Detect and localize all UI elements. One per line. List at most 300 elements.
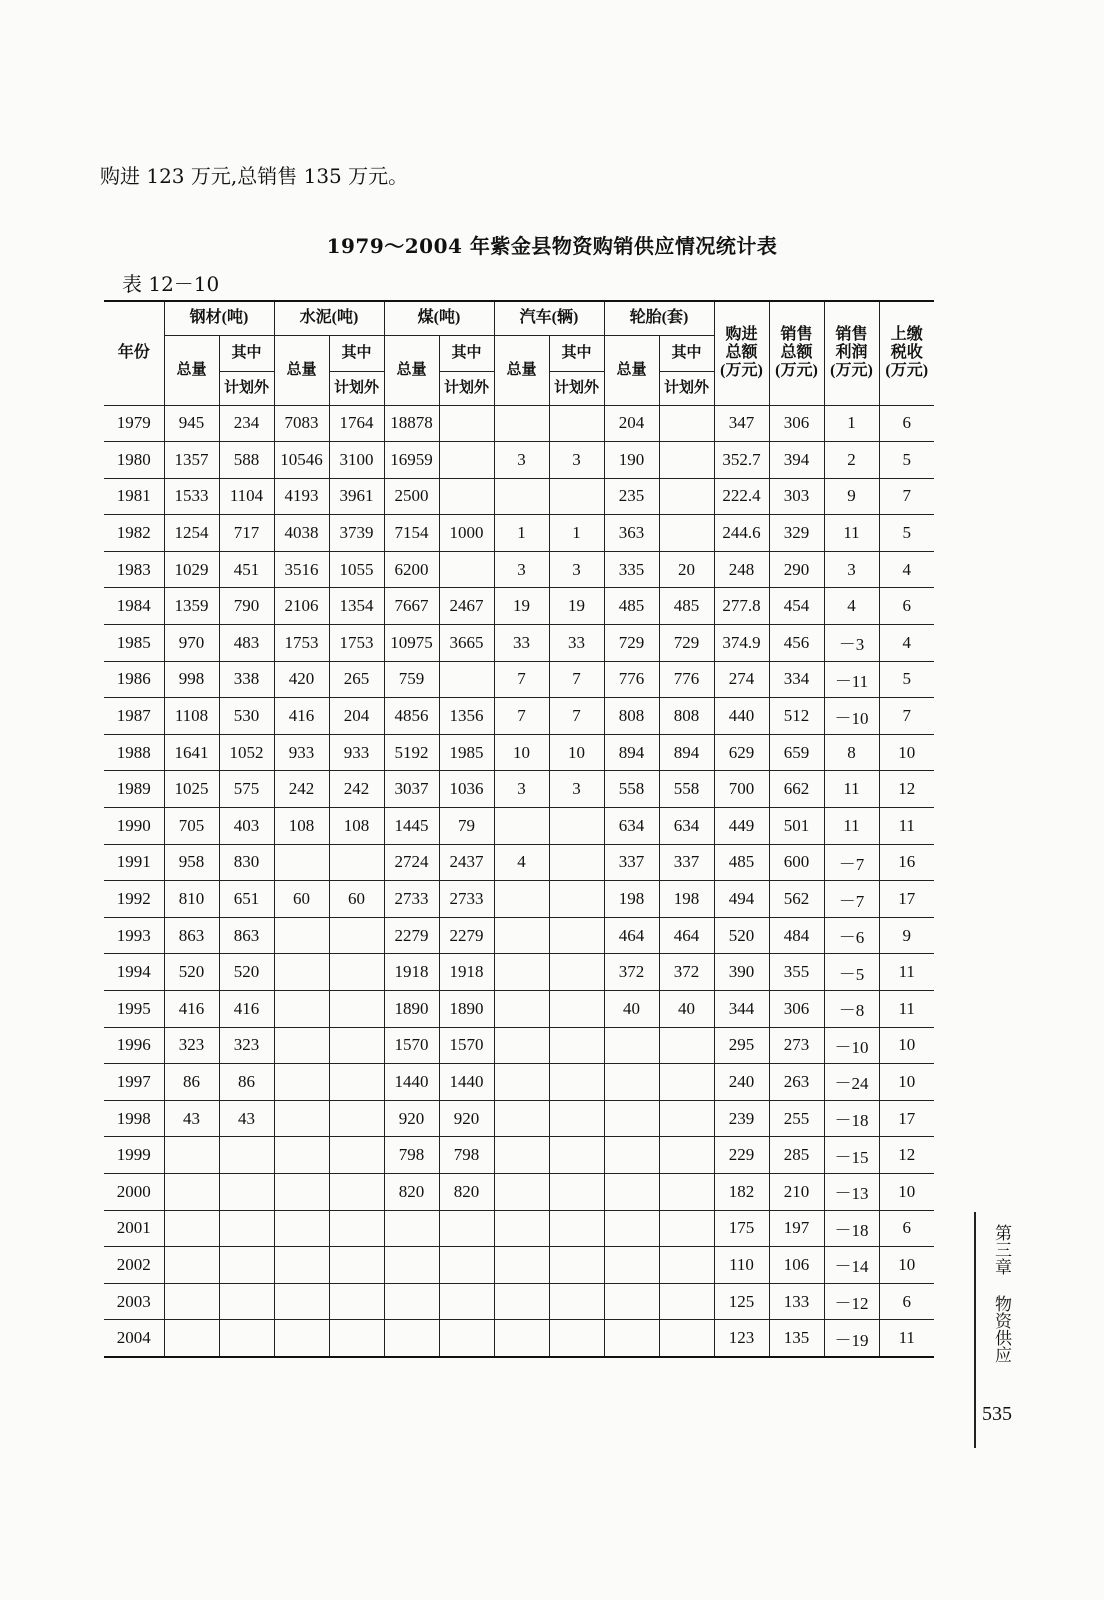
table-cell: 19 bbox=[494, 588, 549, 625]
table-cell: 20 bbox=[659, 551, 714, 588]
table-cell: 43 bbox=[219, 1100, 274, 1137]
table-cell: 588 bbox=[219, 442, 274, 479]
table-row bbox=[104, 771, 934, 808]
header-cement: 水泥(吨) bbox=[274, 301, 384, 335]
table-cell: 420 bbox=[274, 661, 329, 698]
table-cell: 263 bbox=[769, 1064, 824, 1101]
table-cell bbox=[659, 478, 714, 515]
table-row bbox=[104, 698, 934, 735]
table-cell bbox=[439, 661, 494, 698]
table-cell bbox=[219, 1320, 274, 1357]
table-cell: 998 bbox=[164, 661, 219, 698]
table-cell bbox=[604, 1027, 659, 1064]
table-cell bbox=[549, 1320, 604, 1357]
table-cell: 945 bbox=[164, 405, 219, 442]
table-cell: 3 bbox=[494, 442, 549, 479]
header-cement-total: 总量 bbox=[274, 335, 329, 405]
table-row bbox=[104, 917, 934, 954]
table-cell bbox=[494, 1210, 549, 1247]
table-cell bbox=[219, 1137, 274, 1174]
table-cell: 512 bbox=[769, 698, 824, 735]
table-cell: 2733 bbox=[439, 881, 494, 918]
table-cell: 1356 bbox=[439, 698, 494, 735]
table-row bbox=[104, 661, 934, 698]
table-cell: 108 bbox=[274, 808, 329, 845]
table-cell: 277.8 bbox=[714, 588, 769, 625]
year-cell: 1998 bbox=[104, 1100, 164, 1137]
table-cell: 485 bbox=[604, 588, 659, 625]
table-number: 表 12－10 bbox=[122, 272, 220, 296]
table-cell bbox=[219, 1247, 274, 1284]
year-cell: 1992 bbox=[104, 881, 164, 918]
table-row bbox=[104, 1064, 934, 1101]
year-cell: 1982 bbox=[104, 515, 164, 552]
year-cell: 1984 bbox=[104, 588, 164, 625]
table-cell: 1359 bbox=[164, 588, 219, 625]
table-cell: 10 bbox=[879, 734, 934, 771]
table-cell: 440 bbox=[714, 698, 769, 735]
table-cell: 372 bbox=[604, 954, 659, 991]
table-cell bbox=[329, 1173, 384, 1210]
table-cell: 810 bbox=[164, 881, 219, 918]
table-cell: 3739 bbox=[329, 515, 384, 552]
table-cell: 7 bbox=[879, 698, 934, 735]
table-cell bbox=[549, 844, 604, 881]
table-cell: 776 bbox=[659, 661, 714, 698]
year-cell: 2003 bbox=[104, 1283, 164, 1320]
table-cell: 6200 bbox=[384, 551, 439, 588]
year-cell: 1989 bbox=[104, 771, 164, 808]
table-cell: 295 bbox=[714, 1027, 769, 1064]
table-cell: 10 bbox=[879, 1247, 934, 1284]
table-cell: 239 bbox=[714, 1100, 769, 1137]
table-cell: 562 bbox=[769, 881, 824, 918]
table-cell bbox=[329, 991, 384, 1028]
table-cell: 182 bbox=[714, 1173, 769, 1210]
table-cell: 255 bbox=[769, 1100, 824, 1137]
year-cell: 1994 bbox=[104, 954, 164, 991]
header-profit-unit: (万元) bbox=[830, 362, 873, 380]
table-cell bbox=[164, 1320, 219, 1357]
table-cell bbox=[604, 1064, 659, 1101]
table-row bbox=[104, 1137, 934, 1174]
lead-text: 购进 123 万元,总销售 135 万元。 bbox=[100, 164, 409, 188]
table-cell: －10 bbox=[824, 1027, 879, 1064]
table-cell bbox=[659, 1137, 714, 1174]
header-tax bbox=[879, 301, 934, 405]
table-cell: 494 bbox=[714, 881, 769, 918]
table-cell: －5 bbox=[824, 954, 879, 991]
table-cell: 933 bbox=[274, 734, 329, 771]
statistics-table bbox=[104, 300, 934, 1358]
table-cell bbox=[494, 1064, 549, 1101]
table-cell: 2500 bbox=[384, 478, 439, 515]
table-cell: 11 bbox=[879, 1320, 934, 1357]
table-cell: 10975 bbox=[384, 625, 439, 662]
table-cell: 1641 bbox=[164, 734, 219, 771]
table-cell: 363 bbox=[604, 515, 659, 552]
table-cell: 110 bbox=[714, 1247, 769, 1284]
table-cell bbox=[329, 1320, 384, 1357]
table-cell: 12 bbox=[879, 771, 934, 808]
table-cell bbox=[659, 1027, 714, 1064]
header-coal-outside-plan: 计划外 bbox=[439, 371, 494, 405]
table-cell: 323 bbox=[164, 1027, 219, 1064]
header-tax-unit: (万元) bbox=[885, 362, 929, 380]
table-cell: 306 bbox=[769, 405, 824, 442]
table-cell: 4 bbox=[824, 588, 879, 625]
table-cell: 12 bbox=[879, 1137, 934, 1174]
table-cell: 530 bbox=[219, 698, 274, 735]
table-cell: 10 bbox=[879, 1173, 934, 1210]
table-cell bbox=[274, 991, 329, 1028]
table-cell: 659 bbox=[769, 734, 824, 771]
table-cell: 273 bbox=[769, 1027, 824, 1064]
table-cell bbox=[549, 478, 604, 515]
table-cell: －7 bbox=[824, 881, 879, 918]
table-cell bbox=[494, 1137, 549, 1174]
header-coal-of-which: 其中 bbox=[439, 335, 494, 371]
table-cell bbox=[274, 1320, 329, 1357]
year-cell: 1985 bbox=[104, 625, 164, 662]
table-cell: 1890 bbox=[384, 991, 439, 1028]
table-row bbox=[104, 515, 934, 552]
table-cell: 18878 bbox=[384, 405, 439, 442]
table-cell: 1753 bbox=[329, 625, 384, 662]
table-cell: 240 bbox=[714, 1064, 769, 1101]
table-cell bbox=[164, 1283, 219, 1320]
table-row bbox=[104, 991, 934, 1028]
table-cell: 6 bbox=[879, 588, 934, 625]
table-cell: 60 bbox=[274, 881, 329, 918]
table-cell bbox=[659, 1247, 714, 1284]
table-cell: 190 bbox=[604, 442, 659, 479]
table-row bbox=[104, 954, 934, 991]
table-cell: 7 bbox=[494, 698, 549, 735]
table-cell bbox=[439, 1210, 494, 1247]
table-cell bbox=[439, 478, 494, 515]
table-cell bbox=[549, 954, 604, 991]
table-cell: 204 bbox=[329, 698, 384, 735]
table-cell bbox=[494, 1173, 549, 1210]
year-cell: 1996 bbox=[104, 1027, 164, 1064]
header-sales bbox=[769, 301, 824, 405]
table-cell bbox=[274, 917, 329, 954]
table-cell: 79 bbox=[439, 808, 494, 845]
table-cell: －24 bbox=[824, 1064, 879, 1101]
table-cell: 1445 bbox=[384, 808, 439, 845]
table-cell bbox=[549, 1210, 604, 1247]
table-cell bbox=[494, 954, 549, 991]
table-cell: 456 bbox=[769, 625, 824, 662]
table-cell: 790 bbox=[219, 588, 274, 625]
table-cell: 808 bbox=[659, 698, 714, 735]
table-cell bbox=[274, 1283, 329, 1320]
table-cell: 133 bbox=[769, 1283, 824, 1320]
table-cell bbox=[219, 1283, 274, 1320]
table-cell: 5 bbox=[879, 661, 934, 698]
table-cell bbox=[384, 1247, 439, 1284]
table-cell: 7 bbox=[494, 661, 549, 698]
year-cell: 1980 bbox=[104, 442, 164, 479]
header-purchase bbox=[714, 301, 769, 405]
table-cell: 394 bbox=[769, 442, 824, 479]
table-cell: 629 bbox=[714, 734, 769, 771]
table-cell: 1 bbox=[549, 515, 604, 552]
table-cell bbox=[274, 954, 329, 991]
table-cell: 2 bbox=[824, 442, 879, 479]
table-cell: 9 bbox=[879, 917, 934, 954]
table-cell bbox=[274, 1100, 329, 1137]
table-cell: 717 bbox=[219, 515, 274, 552]
header-car: 汽车(辆) bbox=[494, 301, 604, 335]
table-cell: 1533 bbox=[164, 478, 219, 515]
table-cell: 2437 bbox=[439, 844, 494, 881]
table-cell: 501 bbox=[769, 808, 824, 845]
header-purchase-unit: (万元) bbox=[720, 362, 763, 380]
table-cell bbox=[494, 1320, 549, 1357]
table-cell: 11 bbox=[879, 991, 934, 1028]
table-cell: 16959 bbox=[384, 442, 439, 479]
table-cell: 484 bbox=[769, 917, 824, 954]
table-cell bbox=[549, 991, 604, 1028]
table-cell: 372 bbox=[659, 954, 714, 991]
table-cell: 1055 bbox=[329, 551, 384, 588]
header-year: 年份 bbox=[104, 301, 164, 405]
table-cell: 3 bbox=[549, 551, 604, 588]
table-cell: 10 bbox=[549, 734, 604, 771]
table-cell: 3100 bbox=[329, 442, 384, 479]
table-cell: 1440 bbox=[439, 1064, 494, 1101]
table-cell: 4856 bbox=[384, 698, 439, 735]
table-row bbox=[104, 808, 934, 845]
table-cell: 7667 bbox=[384, 588, 439, 625]
year-cell: 1995 bbox=[104, 991, 164, 1028]
table-cell: 1036 bbox=[439, 771, 494, 808]
table-cell: 575 bbox=[219, 771, 274, 808]
table-cell: 558 bbox=[604, 771, 659, 808]
table-cell: 7 bbox=[879, 478, 934, 515]
table-cell: －8 bbox=[824, 991, 879, 1028]
table-cell bbox=[164, 1247, 219, 1284]
year-cell: 2002 bbox=[104, 1247, 164, 1284]
table-cell: 248 bbox=[714, 551, 769, 588]
table-cell: 3 bbox=[824, 551, 879, 588]
table-row bbox=[104, 881, 934, 918]
header-profit-line1: 销售 bbox=[835, 326, 868, 344]
table-cell: －13 bbox=[824, 1173, 879, 1210]
table-cell: 464 bbox=[659, 917, 714, 954]
table-cell bbox=[659, 1100, 714, 1137]
table-body bbox=[104, 405, 934, 1357]
table-row bbox=[104, 625, 934, 662]
header-coal-total: 总量 bbox=[384, 335, 439, 405]
year-cell: 1988 bbox=[104, 734, 164, 771]
table-cell: 33 bbox=[494, 625, 549, 662]
header-tire: 轮胎(套) bbox=[604, 301, 714, 335]
table-cell bbox=[439, 405, 494, 442]
table-cell: 1 bbox=[824, 405, 879, 442]
table-cell: 700 bbox=[714, 771, 769, 808]
table-cell: 6 bbox=[879, 1210, 934, 1247]
table-cell bbox=[329, 844, 384, 881]
table-cell: 920 bbox=[439, 1100, 494, 1137]
table-cell bbox=[549, 881, 604, 918]
table-cell: 5192 bbox=[384, 734, 439, 771]
table-cell: 334 bbox=[769, 661, 824, 698]
table-cell bbox=[439, 1247, 494, 1284]
table-cell bbox=[329, 1283, 384, 1320]
table-cell: 344 bbox=[714, 991, 769, 1028]
table-cell: －3 bbox=[824, 625, 879, 662]
year-cell: 2000 bbox=[104, 1173, 164, 1210]
header-cement-outside-plan: 计划外 bbox=[329, 371, 384, 405]
table-cell: 135 bbox=[769, 1320, 824, 1357]
year-cell: 1986 bbox=[104, 661, 164, 698]
table-cell: 1918 bbox=[439, 954, 494, 991]
table-cell bbox=[329, 1137, 384, 1174]
table-row bbox=[104, 734, 934, 771]
table-cell: 1108 bbox=[164, 698, 219, 735]
table-cell bbox=[659, 1173, 714, 1210]
table-cell: 520 bbox=[164, 954, 219, 991]
table-cell: 3961 bbox=[329, 478, 384, 515]
table-cell: 1985 bbox=[439, 734, 494, 771]
table-cell: 335 bbox=[604, 551, 659, 588]
header-steel: 钢材(吨) bbox=[164, 301, 274, 335]
table-cell bbox=[549, 1247, 604, 1284]
table-cell bbox=[164, 1210, 219, 1247]
header-steel-total: 总量 bbox=[164, 335, 219, 405]
table-cell bbox=[659, 1283, 714, 1320]
table-cell bbox=[274, 1137, 329, 1174]
header-profit-line2: 利润 bbox=[835, 344, 868, 362]
header-coal: 煤(吨) bbox=[384, 301, 494, 335]
table-cell: 3 bbox=[549, 771, 604, 808]
table-cell: 3 bbox=[494, 771, 549, 808]
table-cell bbox=[494, 1100, 549, 1137]
table-cell: 6 bbox=[879, 405, 934, 442]
table-cell: －14 bbox=[824, 1247, 879, 1284]
table-cell: 323 bbox=[219, 1027, 274, 1064]
table-cell bbox=[604, 1210, 659, 1247]
table-cell: 329 bbox=[769, 515, 824, 552]
header-purchase-line2: 总额 bbox=[725, 344, 758, 362]
header-tire-total: 总量 bbox=[604, 335, 659, 405]
table-cell bbox=[439, 442, 494, 479]
header-sales-line1: 销售 bbox=[780, 326, 813, 344]
table-cell: 4 bbox=[494, 844, 549, 881]
table-cell: 242 bbox=[329, 771, 384, 808]
table-row bbox=[104, 1210, 934, 1247]
table-cell bbox=[494, 808, 549, 845]
table-cell: 1918 bbox=[384, 954, 439, 991]
table-cell: 894 bbox=[659, 734, 714, 771]
table-cell: －18 bbox=[824, 1100, 879, 1137]
table-cell: 125 bbox=[714, 1283, 769, 1320]
table-cell: 5 bbox=[879, 515, 934, 552]
table-cell: 1570 bbox=[439, 1027, 494, 1064]
table-cell bbox=[329, 1027, 384, 1064]
table-cell: 454 bbox=[769, 588, 824, 625]
table-cell: 234 bbox=[219, 405, 274, 442]
table-cell: －10 bbox=[824, 698, 879, 735]
table-cell: 798 bbox=[384, 1137, 439, 1174]
table-cell: －12 bbox=[824, 1283, 879, 1320]
table-cell: 352.7 bbox=[714, 442, 769, 479]
table-cell: －11 bbox=[824, 661, 879, 698]
table-cell: 4 bbox=[879, 551, 934, 588]
table-row bbox=[104, 1320, 934, 1357]
table-cell: 830 bbox=[219, 844, 274, 881]
table-cell bbox=[329, 1100, 384, 1137]
table-cell: 1753 bbox=[274, 625, 329, 662]
table-cell: 4038 bbox=[274, 515, 329, 552]
table-cell: 2279 bbox=[439, 917, 494, 954]
table-cell: 1052 bbox=[219, 734, 274, 771]
table-cell: 222.4 bbox=[714, 478, 769, 515]
table-cell: 10 bbox=[879, 1027, 934, 1064]
table-cell: 33 bbox=[549, 625, 604, 662]
table-cell: 820 bbox=[439, 1173, 494, 1210]
table-cell: 235 bbox=[604, 478, 659, 515]
table-cell: 274 bbox=[714, 661, 769, 698]
table-cell: 416 bbox=[274, 698, 329, 735]
table-cell: 1025 bbox=[164, 771, 219, 808]
table-cell: 863 bbox=[219, 917, 274, 954]
table-cell: 1570 bbox=[384, 1027, 439, 1064]
table-cell: 2467 bbox=[439, 588, 494, 625]
table-cell: 4193 bbox=[274, 478, 329, 515]
table-cell bbox=[604, 1100, 659, 1137]
table-cell: 485 bbox=[659, 588, 714, 625]
table-cell: 374.9 bbox=[714, 625, 769, 662]
table-cell: 43 bbox=[164, 1100, 219, 1137]
table-cell: 3 bbox=[549, 442, 604, 479]
table-cell bbox=[604, 1283, 659, 1320]
table-cell: 338 bbox=[219, 661, 274, 698]
table-cell: 1254 bbox=[164, 515, 219, 552]
table-cell bbox=[274, 844, 329, 881]
table-cell bbox=[549, 405, 604, 442]
table-cell bbox=[549, 917, 604, 954]
table-cell: 3037 bbox=[384, 771, 439, 808]
table-cell: 662 bbox=[769, 771, 824, 808]
table-cell bbox=[384, 1283, 439, 1320]
table-cell bbox=[494, 478, 549, 515]
table-cell: 265 bbox=[329, 661, 384, 698]
table-cell: 347 bbox=[714, 405, 769, 442]
table-cell: 520 bbox=[714, 917, 769, 954]
header-car-of-which: 其中 bbox=[549, 335, 604, 371]
header-tire-outside-plan: 计划外 bbox=[659, 371, 714, 405]
table-cell: 7 bbox=[549, 698, 604, 735]
table-cell bbox=[219, 1210, 274, 1247]
table-cell: 600 bbox=[769, 844, 824, 881]
table-cell: 520 bbox=[219, 954, 274, 991]
table-cell bbox=[439, 1283, 494, 1320]
table-cell: 759 bbox=[384, 661, 439, 698]
table-cell bbox=[219, 1173, 274, 1210]
table-cell bbox=[164, 1173, 219, 1210]
header-sales-line2: 总额 bbox=[780, 344, 813, 362]
table-cell: 285 bbox=[769, 1137, 824, 1174]
table-cell bbox=[659, 1320, 714, 1357]
table-cell bbox=[439, 1320, 494, 1357]
table-cell bbox=[439, 551, 494, 588]
table-row bbox=[104, 442, 934, 479]
table-cell bbox=[494, 917, 549, 954]
